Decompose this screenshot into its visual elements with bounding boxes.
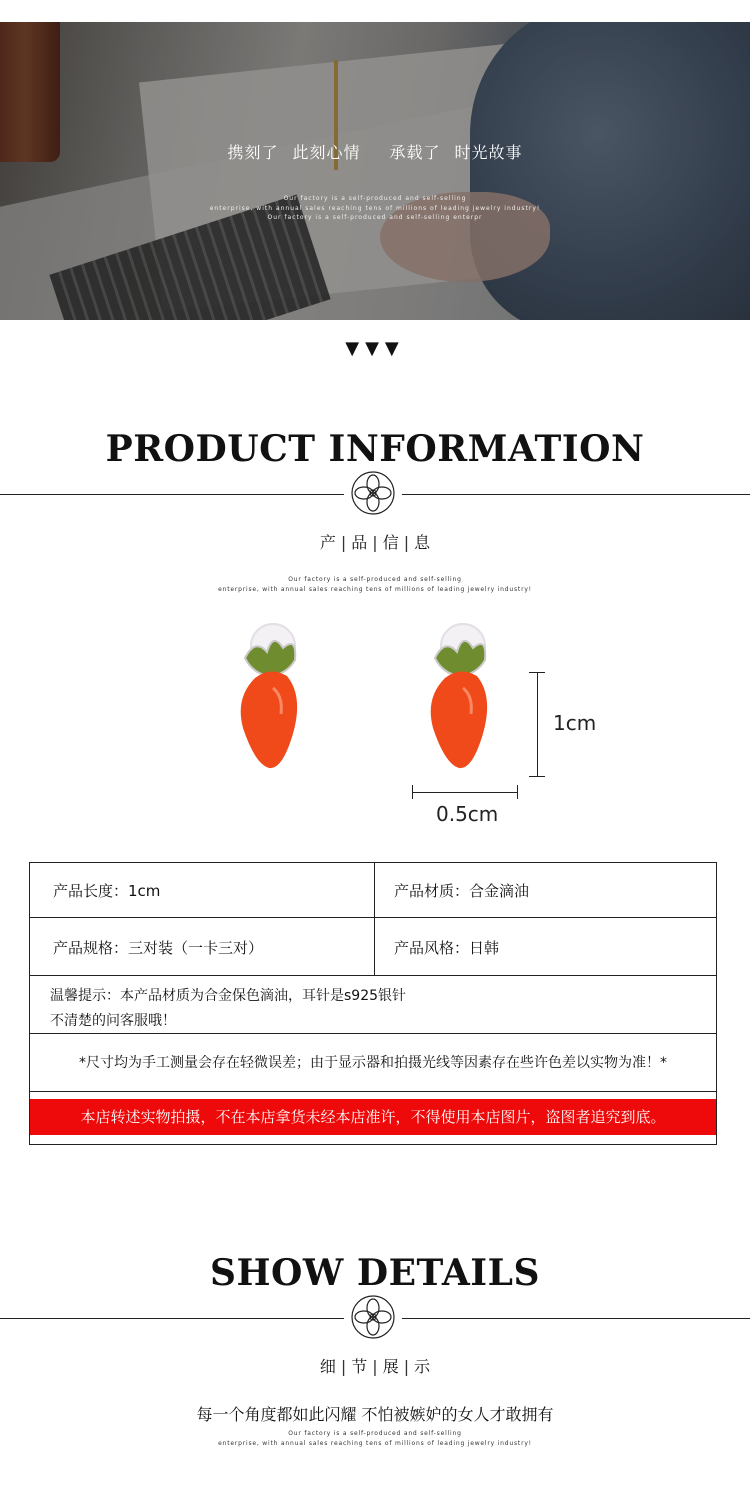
subtitle-char: | 节 — [336, 1357, 367, 1376]
hero-title-part: 时光故事 — [454, 143, 523, 162]
subtitle-char: | 展 — [367, 1357, 398, 1376]
measurement-notice: *尺寸均为手工测量会存在轻微误差；由于显示器和拍摄光线等因素存在些许色差以实物为准！* — [79, 1055, 667, 1071]
table-divider — [30, 917, 716, 918]
subtitle-char: 产 — [319, 533, 336, 552]
subtitle-char: | 息 — [399, 533, 430, 552]
height-dimension-line — [537, 672, 538, 776]
show-details-subtext: enterprise, with annual sales reaching tens of millions of leading jewelry industry! — [218, 1440, 532, 1447]
flower-ornament-icon — [350, 1294, 396, 1340]
hero-banner-image — [0, 22, 750, 320]
dimension-tick — [517, 785, 518, 799]
hero-title-part: 携刻了 — [227, 143, 279, 162]
dimension-tick — [412, 785, 413, 799]
carrot-earring-image — [225, 618, 315, 778]
triangle-down-icon: ▼▼▼ — [345, 338, 405, 359]
table-divider — [30, 1091, 716, 1092]
product-info-subtext: enterprise, with annual sales reaching tens of millions of leading jewelry industry! — [218, 586, 532, 593]
hero-title-part: 此刻心情 — [292, 143, 361, 162]
product-info-title: PRODUCT INFORMATION — [105, 428, 645, 470]
spec-material: 产品材质：合金滴油 — [394, 882, 530, 900]
copyright-banner: 本店转述实物拍摄，不在本店拿货未经本店准许，不得使用本店图片，盗图者追究到底。 — [30, 1099, 716, 1135]
dimension-tick — [529, 776, 545, 777]
divider-line — [402, 494, 750, 495]
show-details-subtext: Our factory is a self-produced and self-selling — [288, 1430, 462, 1437]
spec-tip: 不清楚的问客服哦！ — [50, 1013, 176, 1029]
carrot-earring-image — [415, 618, 505, 778]
spec-style: 产品风格：日韩 — [394, 939, 500, 957]
hero-subtext: Our factory is a self-produced and self-selling enterpr — [267, 214, 483, 221]
divider-line — [0, 1318, 344, 1319]
spec-tip: 温馨提示：本产品材质为合金保色滴油，耳针是s925银针 — [50, 988, 407, 1004]
table-divider — [30, 1033, 716, 1034]
spec-length: 产品长度：1cm — [53, 882, 161, 900]
subtitle-char: | 信 — [367, 533, 398, 552]
spec-table — [29, 862, 717, 1145]
divider-line — [402, 1318, 750, 1319]
show-details-slogan: 每一个角度都如此闪耀 不怕被嫉妒的女人才敢拥有 — [196, 1405, 554, 1424]
hero-subtext: enterprise, with annual sales reaching tens of millions of leading jewelry industry! — [209, 205, 541, 212]
table-divider — [374, 863, 375, 975]
width-dimension-line — [412, 792, 517, 793]
show-details-subtitle — [0, 1354, 750, 1377]
hero-subtext: Our factory is a self-produced and self-selling — [283, 195, 467, 202]
height-label: 1cm — [553, 711, 597, 735]
hero-title-part: 承载了 — [389, 143, 441, 162]
spec-package: 产品规格：三对装（一卡三对） — [53, 939, 264, 957]
subtitle-char: 细 — [319, 1357, 336, 1376]
flower-ornament-icon — [350, 470, 396, 516]
hero-title — [0, 140, 750, 163]
subtitle-char: | 品 — [336, 533, 367, 552]
divider-line — [0, 494, 344, 495]
width-label: 0.5cm — [436, 802, 499, 826]
subtitle-char: | 示 — [399, 1357, 430, 1376]
product-info-subtitle — [0, 530, 750, 553]
table-divider — [30, 975, 716, 976]
product-info-subtext: Our factory is a self-produced and self-selling — [288, 576, 462, 583]
show-details-title: SHOW DETAILS — [210, 1252, 540, 1294]
dimension-tick — [529, 672, 545, 673]
